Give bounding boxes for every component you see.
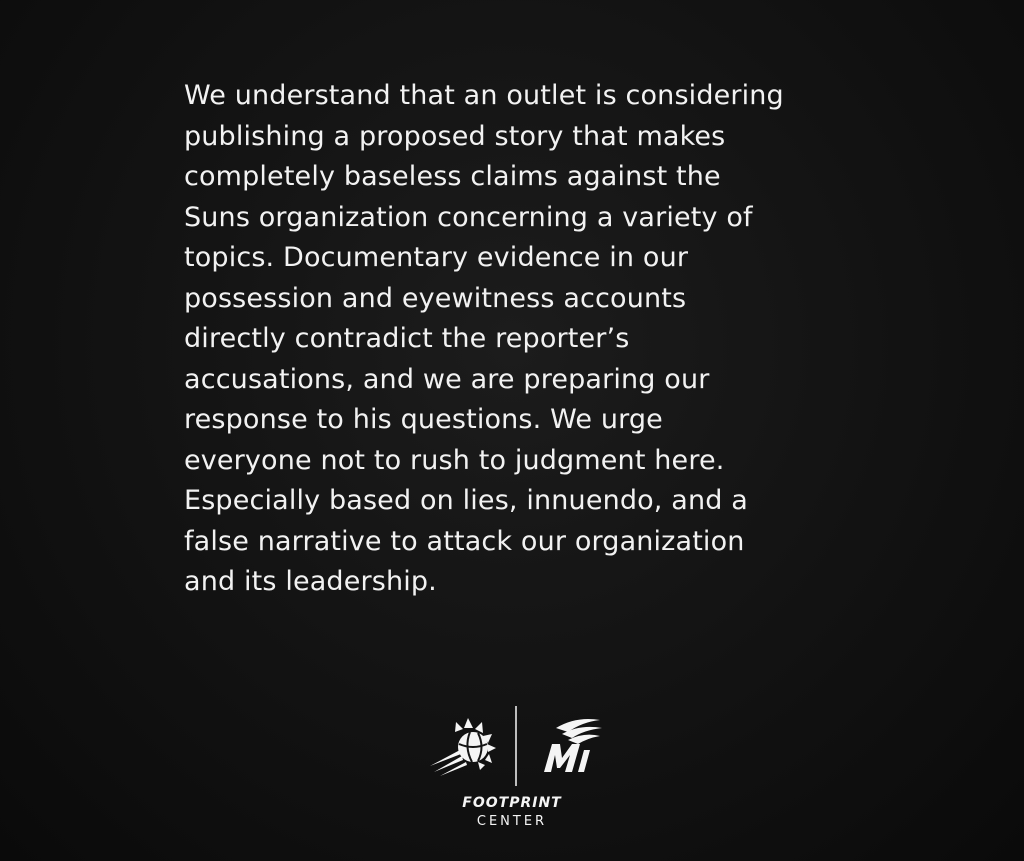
logo-lockup (0, 702, 1024, 786)
venue-wordmark (412, 796, 612, 828)
statement-text: We understand that an outlet is considering publishing a proposed story that makes completely baseless claims against the Suns organization concerning a variety of topics. Documentary evidence in our possession and eyewitness accounts directly contradict the reporter’s accusations, and we are preparing our response to his questions. We urge everyone not to rush to judgment here. Especially based on lies, innuendo, and a false narrative to attack our organization and its leadership. (184, 80, 784, 597)
logo-divider (515, 706, 517, 786)
mercury-m-logo-icon (538, 714, 604, 776)
suns-basketball-logo-icon (428, 716, 498, 776)
venue-wordmark-line2: CENTER (476, 814, 548, 829)
venue-wordmark-line1: FOOTPRINT (462, 795, 562, 811)
